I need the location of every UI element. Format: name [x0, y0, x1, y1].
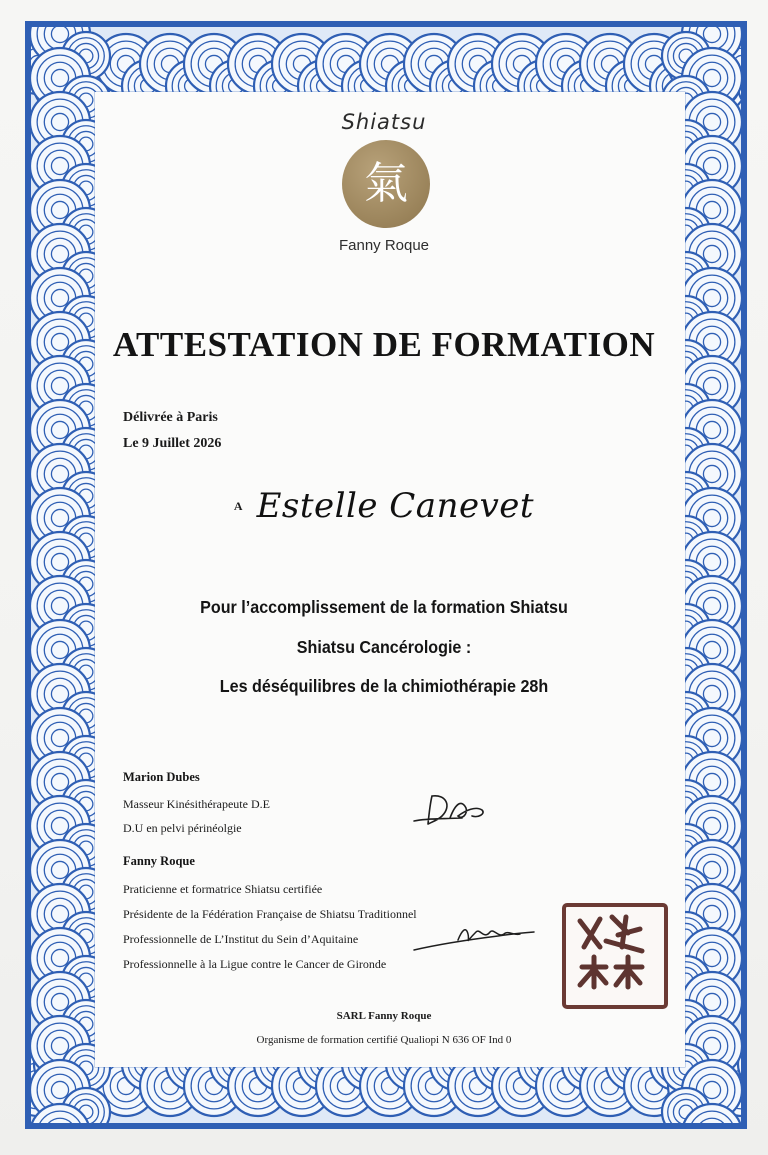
signatory-2-title-4: Professionnelle à la Ligue contre le Cancer de Gironde — [123, 957, 387, 971]
issue-place: Délivrée à Paris — [123, 410, 218, 425]
signature-fanny-roque — [410, 918, 540, 958]
logo-owner-name: Fanny Roque — [338, 237, 430, 254]
brand-logo — [0, 0, 768, 270]
logo-kanji: 氣 — [364, 158, 408, 209]
signatory-1-title-1: Masseur Kinésithérapeute D.E — [123, 797, 270, 811]
logo-brand-word: Shiatsu — [341, 110, 427, 134]
red-seal-stamp-icon — [562, 903, 668, 1009]
logo-kanji-circle-icon — [342, 140, 430, 228]
certificate-title: ATTESTATION DE FORMATION — [112, 325, 656, 364]
signatory-2-name: Fanny Roque — [123, 854, 195, 868]
course-line-3: Les déséquilibres de la chimiothérapie 28h — [219, 676, 549, 696]
footer-company: SARL Fanny Roque — [336, 1010, 432, 1022]
signatory-2-title-1: Praticienne et formatrice Shiatsu certifiée — [123, 882, 323, 896]
issue-date: Le 9 Juillet 2026 — [123, 436, 222, 451]
signatory-2-title-2: Présidente de la Fédération Française de Shiatsu Traditionnel — [123, 907, 417, 921]
signatory-1-name: Marion Dubes — [123, 770, 200, 784]
course-line-1: Pour l’accomplissement de la formation Shiatsu — [200, 597, 568, 617]
recipient-prefix: A — [233, 498, 243, 513]
signatory-1-title-2: D.U en pelvi périnéolgie — [123, 821, 242, 835]
recipient-name: Estelle Canevet — [256, 486, 535, 526]
footer-certification: Organisme de formation certifié Qualiopi N 636 OF Ind 0 — [256, 1034, 512, 1046]
signature-marion-dubes — [410, 788, 500, 833]
signatory-2-title-3: Professionnelle de L’Institut du Sein d’Aquitaine — [123, 932, 359, 946]
course-line-2: Shiatsu Cancérologie : — [296, 637, 472, 657]
recipient-line — [0, 486, 768, 526]
